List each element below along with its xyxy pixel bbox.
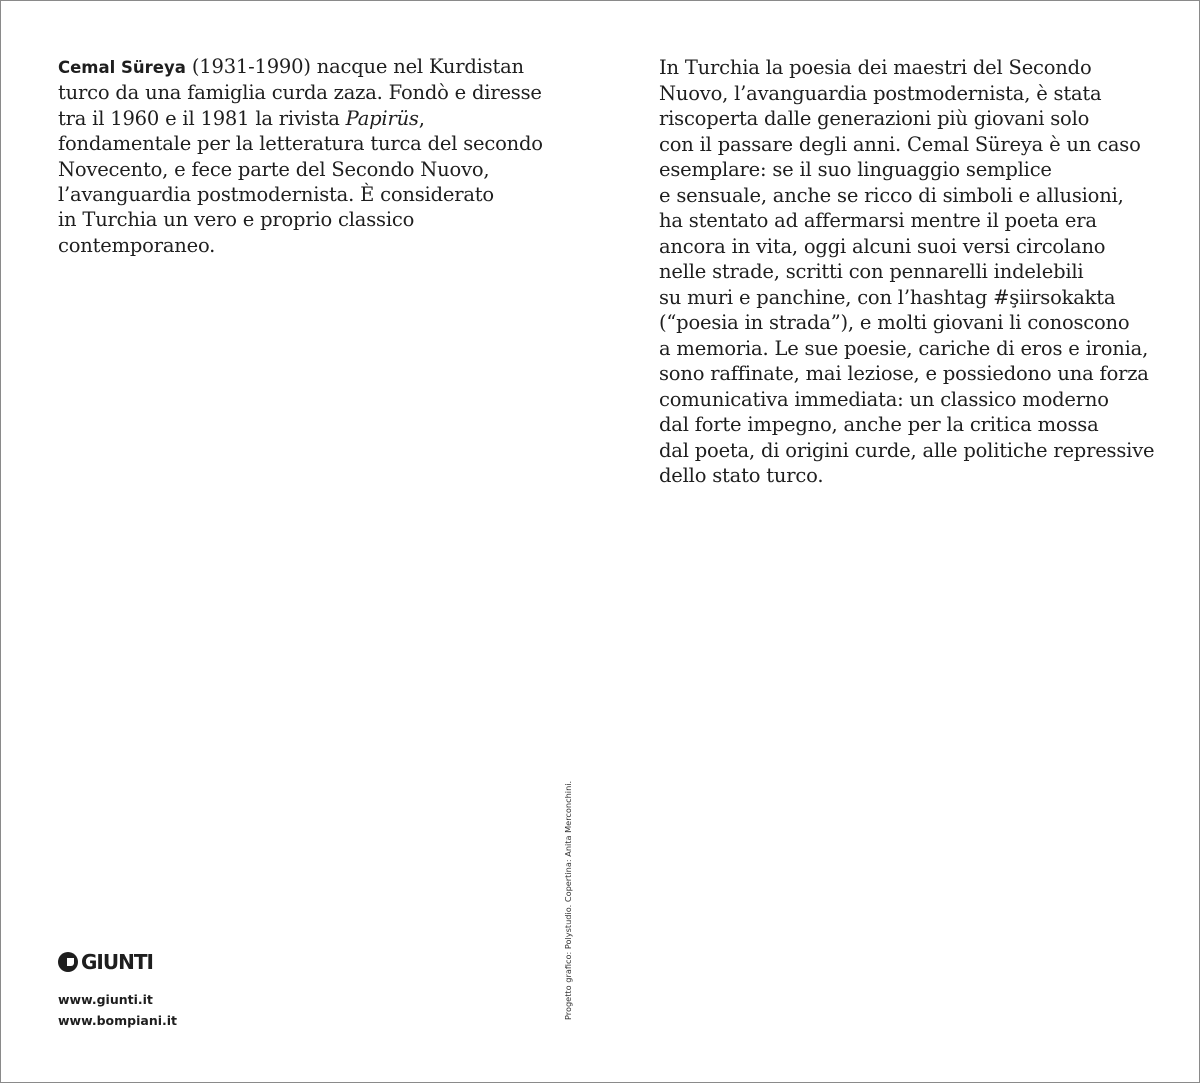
bio-line: turco da una famiglia curda zaza. Fondò e diresse xyxy=(58,81,542,105)
bio-line xyxy=(58,54,538,80)
bio-line: Novecento, e fece parte del Secondo Nuovo, xyxy=(58,157,490,181)
blurb-line: riscoperta dalle generazioni più giovani solo xyxy=(659,107,1090,130)
blurb-line: dal poeta, di origini curde, alle politiche repressive xyxy=(659,438,1155,462)
bio-line: contemporaneo. xyxy=(58,233,216,257)
blurb-line: con il passare degli anni. Cemal Süreya è un caso xyxy=(659,132,1141,156)
bio-text: , xyxy=(418,106,425,130)
blurb-line: Nuovo, l’avanguardia postmodernista, è stata xyxy=(659,81,1102,105)
bio-text: tra il 1960 e il 1981 la rivista xyxy=(58,106,346,130)
blurb-line: nelle strade, scritti con pennarelli indelebili xyxy=(659,260,1084,283)
publisher-urls xyxy=(58,989,177,1031)
blurb-line: su muri e panchine, con l’hashtag #şiirsokakta xyxy=(659,285,1116,309)
design-credits: Progetto grafico: Polystudio. Copertina: Anita Merconchini. xyxy=(563,780,573,1020)
blurb-line: dal forte impegno, anche per la critica mossa xyxy=(659,413,1099,436)
logo-text: GIUNTI xyxy=(81,950,153,974)
blurb-line: (“poesia in strada”), e molti giovani li conoscono xyxy=(659,311,1130,334)
blurb-line: esemplare: se il suo linguaggio semplice xyxy=(659,158,1052,181)
blurb-line: sono raffinate, mai leziose, e possiedono una forza xyxy=(659,362,1149,385)
blurb-line: comunicativa immediata: un classico moderno xyxy=(659,387,1109,411)
author-name: Cemal Süreya xyxy=(58,58,186,77)
giunti-logo xyxy=(58,950,153,974)
bio-line: fondamentale per la letteratura turca del secondo xyxy=(58,132,543,156)
blurb-line: In Turchia la poesia dei maestri del Secondo xyxy=(659,56,1092,79)
back-cover-blurb xyxy=(659,55,1159,489)
blurb-line: ha stentato ad affermarsi mentre il poeta era xyxy=(659,209,1097,232)
bio-text: (1931-1990) nacque nel Kurdistan xyxy=(185,55,524,78)
author-bio xyxy=(58,54,543,258)
bio-line: l’avanguardia postmodernista. È considerato xyxy=(58,183,494,207)
bio-line xyxy=(58,106,538,131)
blurb-line: a memoria. Le sue poesie, cariche di eros e ironia, xyxy=(659,336,1149,360)
bio-line: in Turchia un vero e proprio classico xyxy=(58,208,415,232)
blurb-line: e sensuale, anche se ricco di simboli e allusioni, xyxy=(659,183,1124,207)
giunti-g-icon xyxy=(58,952,78,972)
bompiani-url: www.bompiani.it xyxy=(58,1013,178,1028)
giunti-url: www.giunti.it xyxy=(58,992,153,1007)
blurb-line: ancora in vita, oggi alcuni suoi versi circolano xyxy=(659,234,1106,258)
magazine-title: Papirüs xyxy=(345,106,419,130)
blurb-line: dello stato turco. xyxy=(659,464,824,487)
